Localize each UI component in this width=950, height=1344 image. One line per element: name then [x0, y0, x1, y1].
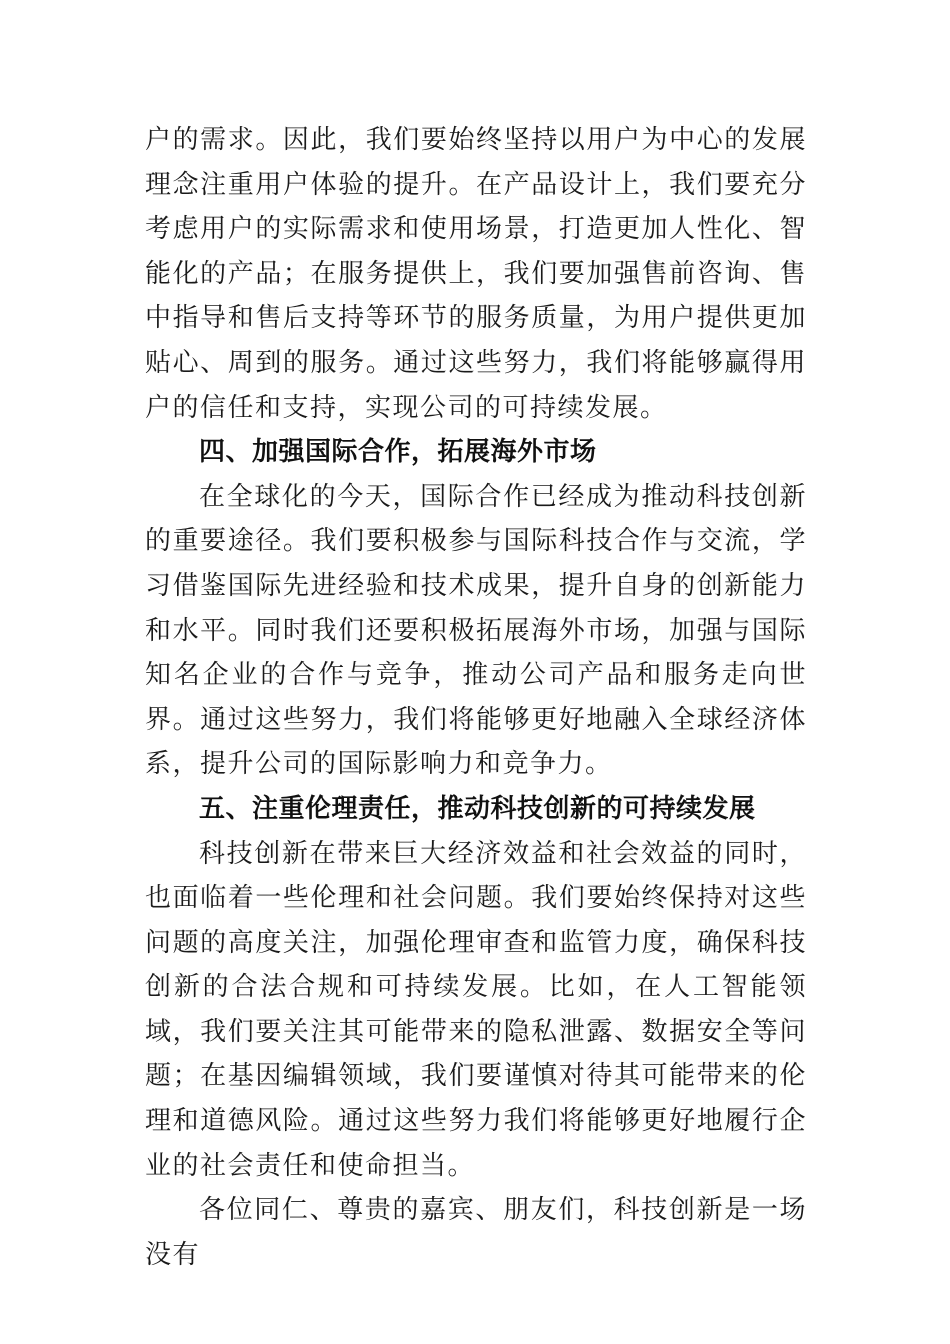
paragraph-user-focus-continued: 户的需求。因此，我们要始终坚持以用户为中心的发展理念注重用户体验的提升。在产品设计上，我们要充分考虑用户的实际需求和使用场景，打造更加人性化、智能化的产品；在服务提供上，我们要加强售前咨询、售中指导和售后支持等环节的服务质量，为用户提供更加贴心、周到的服务。通过这些努力，我们将能够赢得用户的信任和支持，实现公司的可持续发展。 [145, 125, 807, 423]
paragraph-closing-address: 各位同仁、尊贵的嘉宾、朋友们，科技创新是一场没有 [145, 1195, 807, 1270]
section-heading-international-cooperation: 四、加强国际合作，拓展海外市场 [199, 437, 597, 468]
paragraph-international-cooperation: 在全球化的今天，国际合作已经成为推动科技创新的重要途径。我们要积极参与国际科技合作与交流，学习借鉴国际先进经验和技术成果，提升自身的创新能力和水平。同时我们还要积极拓展海外市场，加强与国际知名企业的合作与竞争，推动公司产品和服务走向世界。通过这些努力，我们将能够更好地融入全球经济体系，提升公司的国际影响力和竞争力。 [145, 481, 807, 780]
paragraph-ethical-responsibility: 科技创新在带来巨大经济效益和社会效益的同时，也面临着一些伦理和社会问题。我们要始终保持对这些问题的高度关注，加强伦理审查和监管力度，确保科技创新的合法合规和可持续发展。比如，在人工智能领域，我们要关注其可能带来的隐私泄露、数据安全等问题；在基因编辑领域，我们要谨慎对待其可能带来的伦理和道德风险。通过这些努力我们将能够更好地履行企业的社会责任和使命担当。 [145, 838, 807, 1181]
section-heading-ethical-responsibility: 五、注重伦理责任，推动科技创新的可持续发展 [199, 793, 756, 824]
document-body [145, 118, 807, 1277]
